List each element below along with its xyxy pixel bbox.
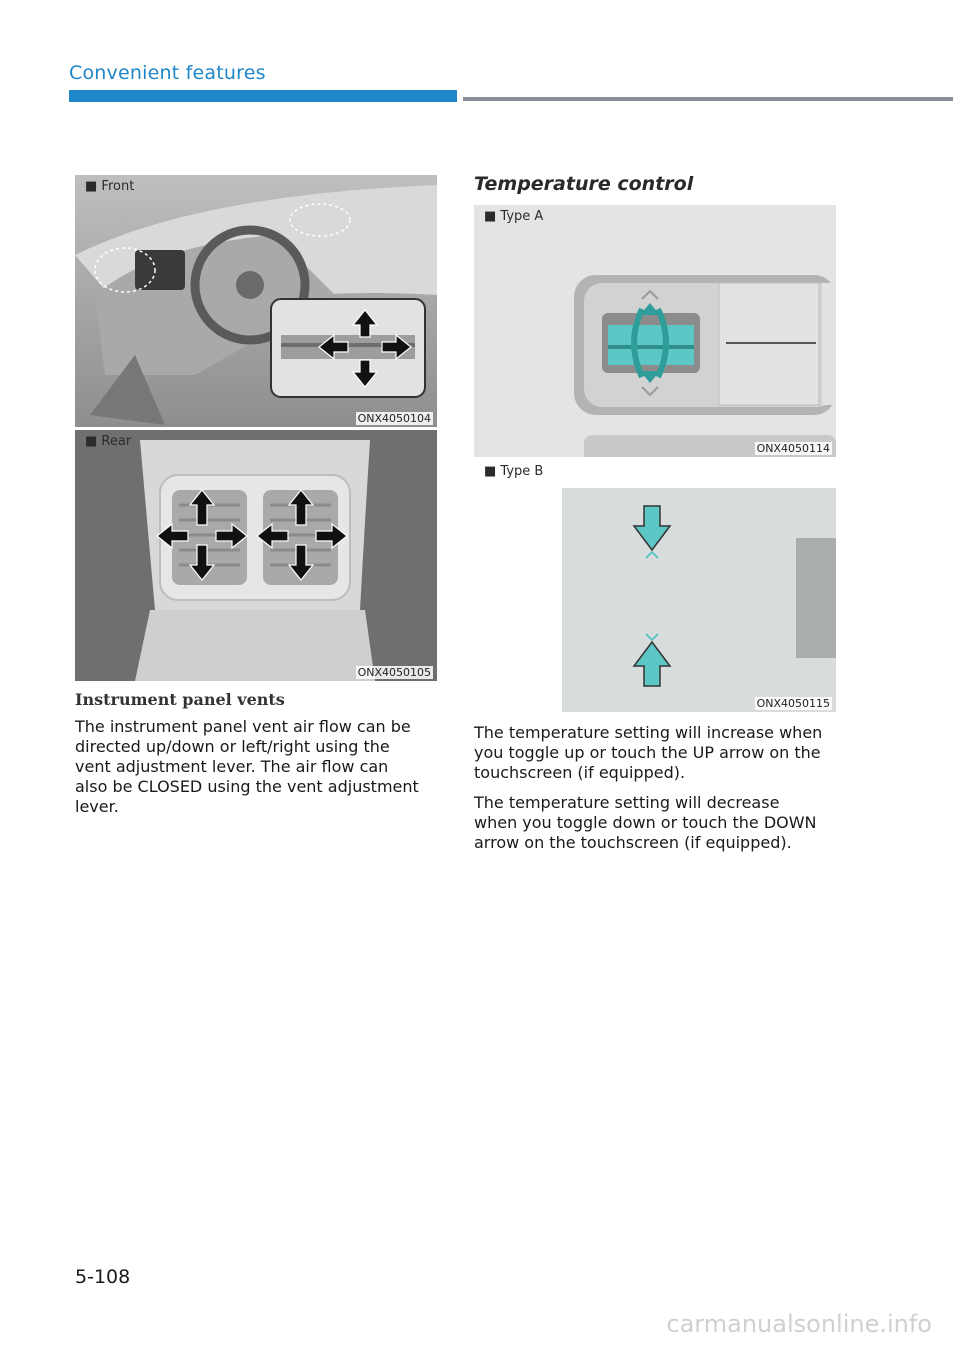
figure-code-type-b: ONX4050115 [756,697,830,710]
front-dashboard-illustration [75,175,437,427]
figure-code-front: ONX4050104 [357,412,431,425]
figure-label-type-b: ■ Type B [484,464,544,479]
header-rule [463,97,953,101]
type-a-toggle-illustration [474,205,836,457]
type-b-touchscreen-illustration [474,460,836,712]
header-rule-accent [69,90,457,102]
section-title: Convenient features [69,62,266,84]
figure-type-a [474,205,836,457]
figure-type-b [474,460,836,712]
figure-front-vents [75,175,437,427]
figure-label-front: ■ Front [85,179,135,194]
figure-code-rear: ONX4050105 [357,666,431,679]
watermark: carmanualsonline.info [666,1310,932,1338]
figure-label-rear: ■ Rear [85,434,132,449]
figure-rear-vents [75,430,437,681]
rear-vents-illustration [75,430,437,681]
figure-code-type-a: ONX4050114 [756,442,830,455]
temperature-increase-paragraph: The temperature setting will increase when you toggle up or touch the UP arrow on the touchscreen (if equipped). [474,723,823,782]
instrument-panel-vents-heading: Instrument panel vents [75,690,285,709]
temperature-decrease-paragraph: The temperature setting will decrease when you toggle down or touch the DOWN arrow on the touchscreen (if equipped). [474,793,817,852]
figure-label-type-a: ■ Type A [484,209,544,224]
temperature-control-heading: Temperature control [474,173,694,195]
page-number: 5-108 [75,1266,131,1288]
instrument-panel-vents-paragraph: The instrument panel vent air flow can be directed up/down or left/right using the vent adjustment lever. The air flow can also be CLOSED using the vent adjustment lever. [75,717,419,816]
